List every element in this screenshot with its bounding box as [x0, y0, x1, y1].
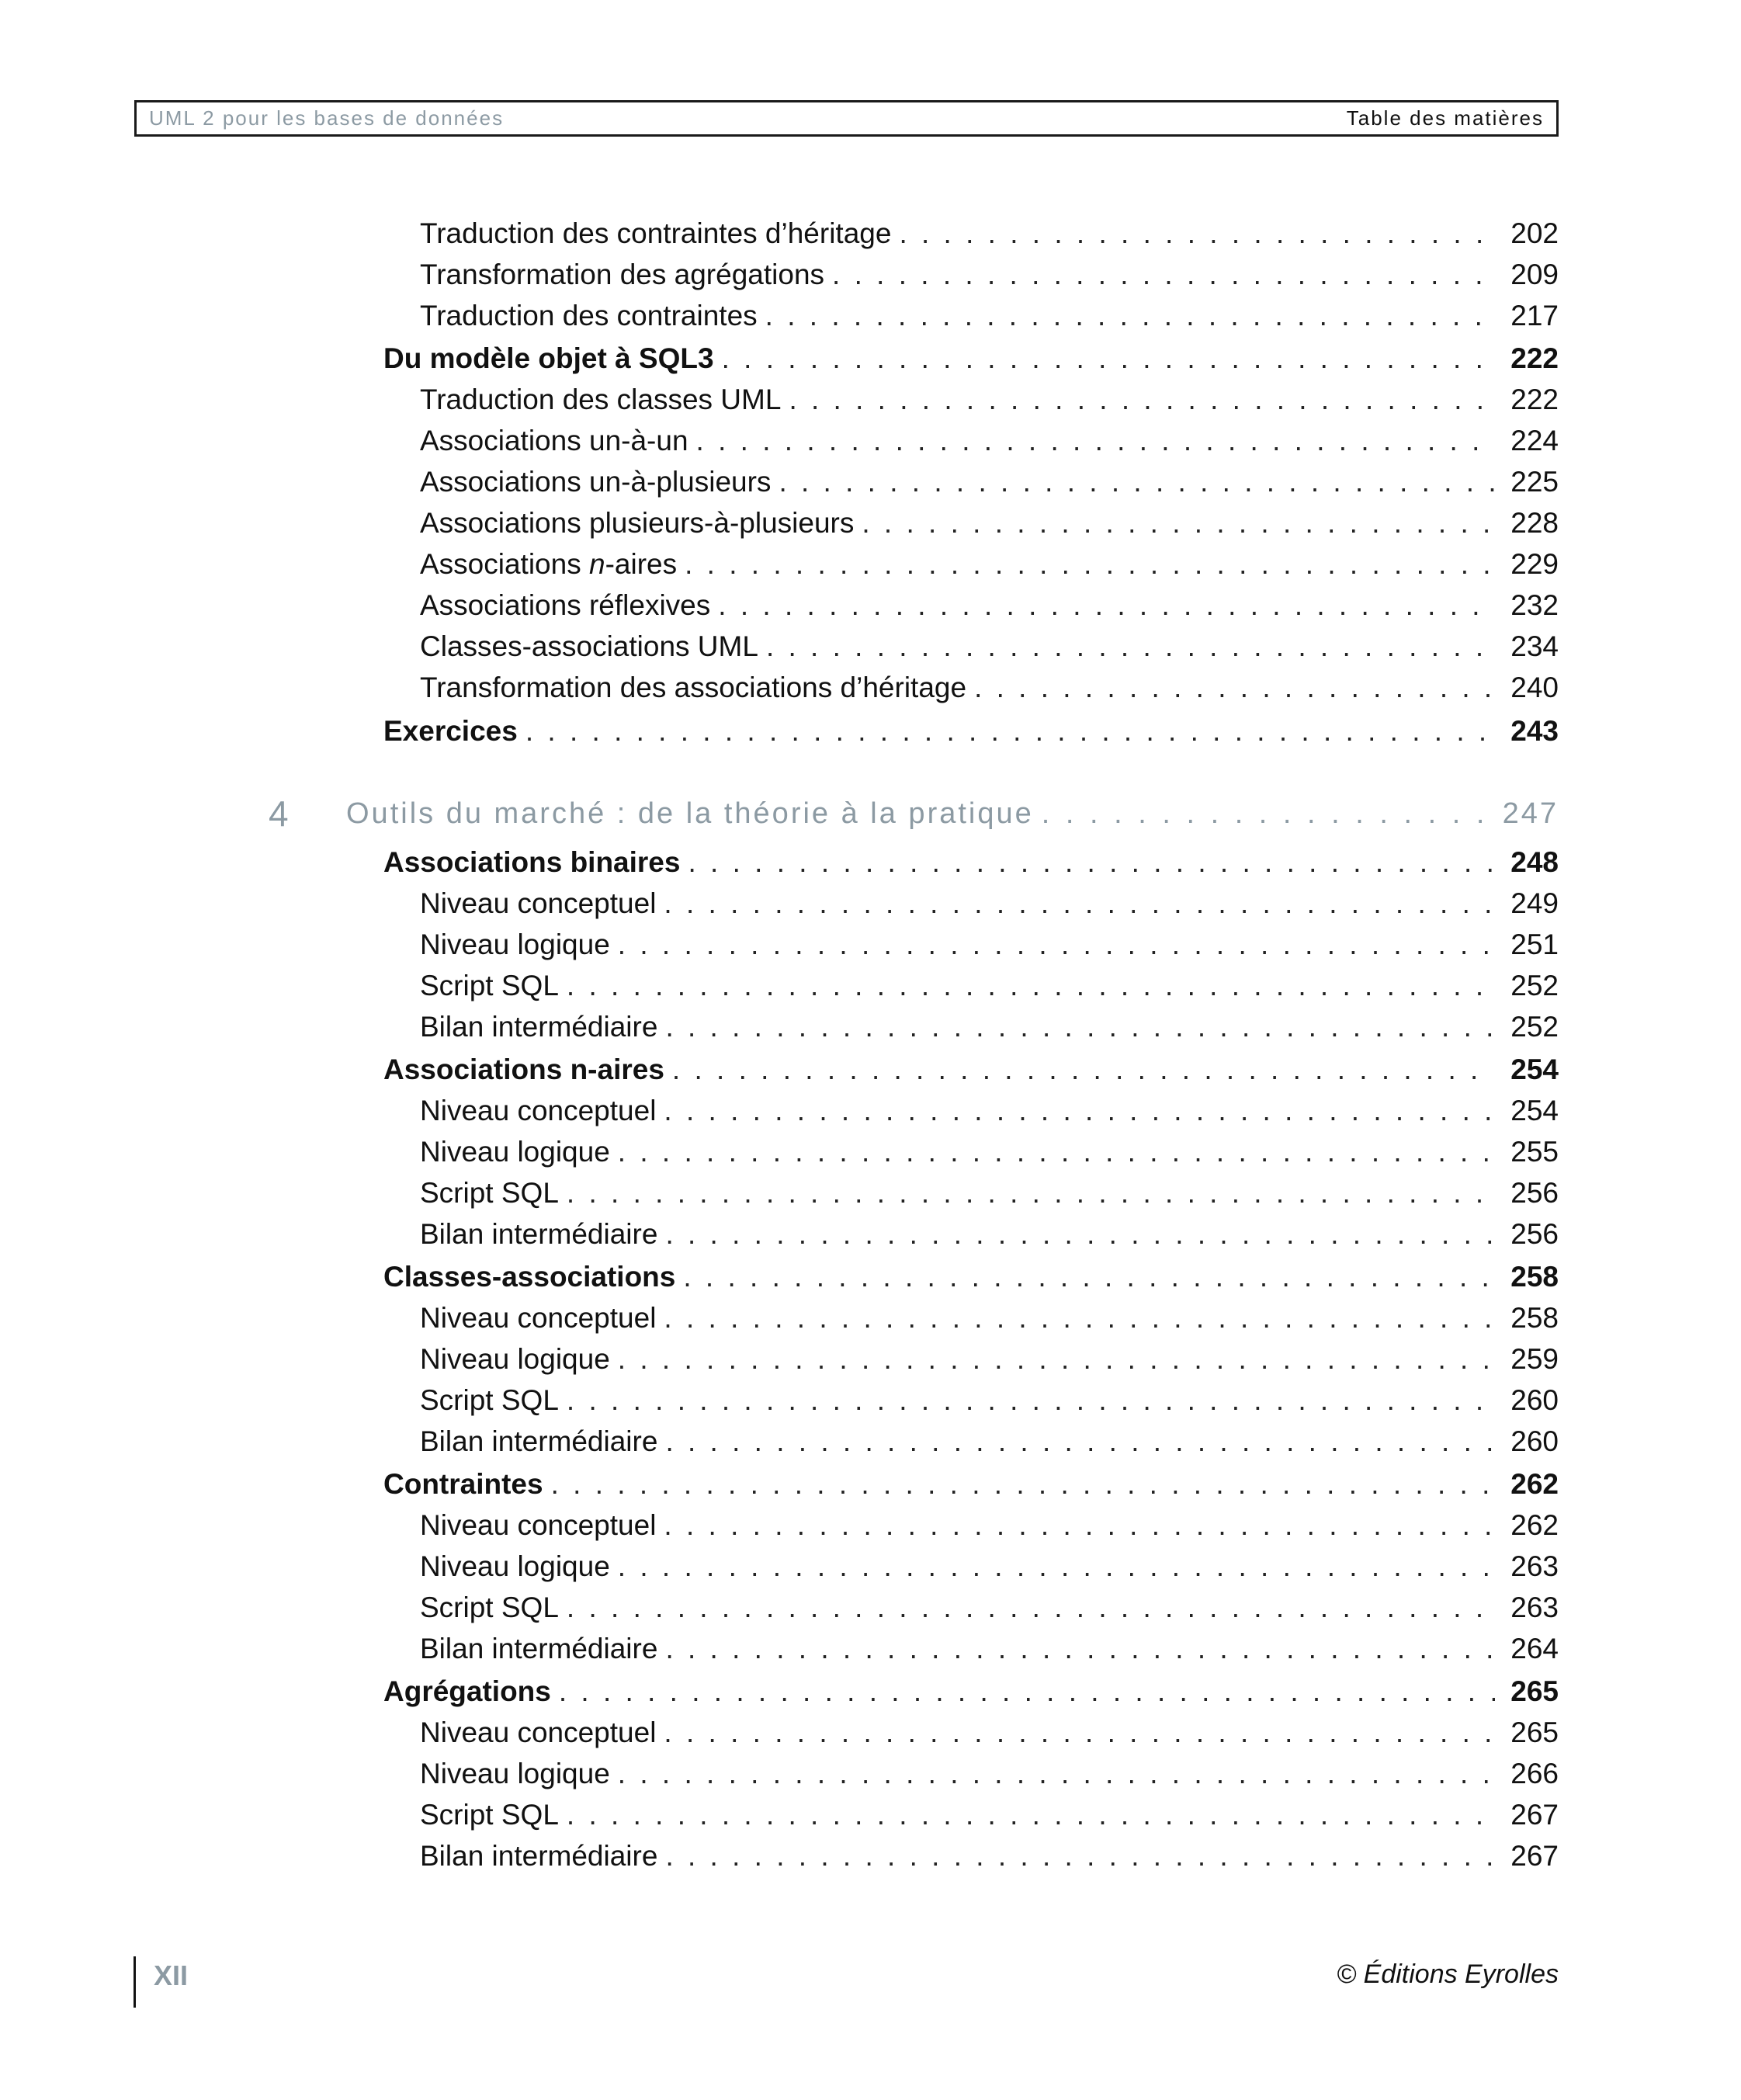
toc-entry: [0, 422, 1741, 460]
toc-entry-label: Niveau conceptuel: [420, 1095, 657, 1126]
toc-entry-label: Traduction des contraintes d’héritage: [420, 217, 892, 249]
chapter-title: Outils du marché : de la théorie à la pratique: [346, 797, 1034, 830]
toc-entry-page: 259: [1510, 1343, 1559, 1375]
toc-entry-page: 263: [1510, 1591, 1559, 1623]
toc-entry: [0, 297, 1741, 335]
toc-section-page: 243: [1510, 715, 1559, 747]
section-title: Table des matières: [1346, 106, 1544, 130]
toc-section-page: 265: [1510, 1675, 1559, 1707]
toc-section-label: Contraintes: [383, 1468, 543, 1500]
toc-entry-page: 232: [1510, 589, 1559, 621]
toc-entry: [0, 1547, 1741, 1586]
toc-section: [0, 1465, 1741, 1504]
toc-entry: [0, 586, 1741, 625]
toc-entry-page: 252: [1510, 1011, 1559, 1043]
copyright-notice: © Éditions Eyrolles: [1337, 1959, 1559, 1989]
toc-entry: [0, 380, 1741, 419]
toc-entry-label: Traduction des contraintes: [420, 300, 758, 331]
toc-entry: [0, 1299, 1741, 1338]
toc-entry-label: Bilan intermédiaire: [420, 1011, 658, 1043]
toc-section: [0, 339, 1741, 378]
toc-entry: [0, 1713, 1741, 1752]
toc-entry-page: 267: [1510, 1840, 1559, 1872]
toc-section: [0, 712, 1741, 751]
toc-entry: [0, 1630, 1741, 1668]
page-folio: XII: [154, 1959, 189, 1991]
toc-entry-page: 228: [1510, 507, 1559, 539]
chapter-heading: [0, 790, 1741, 837]
toc-entry-label: Associations un-à-un: [420, 425, 688, 456]
toc-entry: [0, 463, 1741, 502]
toc-entry-label: Script SQL: [420, 970, 559, 1001]
toc-entry-label: Traduction des classes UML: [420, 384, 782, 415]
toc-entry-page: 267: [1510, 1799, 1559, 1831]
toc-entry: [0, 1506, 1741, 1545]
toc-section: [0, 1050, 1741, 1089]
toc-entry-page: 256: [1510, 1218, 1559, 1250]
toc-entry: [0, 925, 1741, 964]
toc-entry-label: Niveau logique: [420, 1550, 610, 1582]
toc-entry: [0, 1837, 1741, 1876]
toc-section: [0, 1258, 1741, 1296]
toc-entry: [0, 668, 1741, 707]
toc-entry-page: 222: [1510, 384, 1559, 415]
toc-entry: [0, 1755, 1741, 1793]
toc-entry-page: 252: [1510, 970, 1559, 1001]
toc-entry-label: Niveau logique: [420, 1758, 610, 1789]
toc-entry-label: Script SQL: [420, 1384, 559, 1416]
toc-entry: [0, 545, 1741, 584]
toc-section-page: 258: [1510, 1261, 1559, 1293]
chapter-page: 247: [1502, 797, 1559, 830]
toc-entry-label: Bilan intermédiaire: [420, 1840, 658, 1872]
toc-entry-page: 229: [1510, 548, 1559, 580]
toc-section-page: 262: [1510, 1468, 1559, 1500]
toc-entry-page: 251: [1510, 929, 1559, 960]
toc-entry: [0, 1381, 1741, 1420]
toc-section-label: Du modèle objet à SQL3: [383, 342, 714, 374]
toc-entry: [0, 1340, 1741, 1379]
toc-entry-label: Script SQL: [420, 1177, 559, 1209]
toc-entry-label: Niveau conceptuel: [420, 1302, 657, 1334]
toc-entry: [0, 1215, 1741, 1254]
toc-entry-label: Niveau logique: [420, 929, 610, 960]
italic-n: n: [589, 548, 605, 580]
toc-entry-page: 258: [1510, 1302, 1559, 1334]
toc-entry-page: 225: [1510, 466, 1559, 498]
toc-section-page: 248: [1510, 846, 1559, 878]
toc-entry: [0, 504, 1741, 543]
toc-entry-page: 240: [1510, 672, 1559, 703]
toc-section-label: Associations binaires: [383, 846, 681, 878]
toc-entry-page: 249: [1510, 887, 1559, 919]
toc-section-label: Classes-associations: [383, 1261, 676, 1293]
toc-entry: [0, 1008, 1741, 1047]
toc-entry-page: 262: [1510, 1509, 1559, 1541]
toc-section: [0, 1672, 1741, 1711]
toc-entry-label: Script SQL: [420, 1591, 559, 1623]
toc-entry-page: 234: [1510, 630, 1559, 662]
toc-entry-page: 254: [1510, 1095, 1559, 1126]
footer-rule: [134, 1956, 136, 2008]
toc-entry-page: 224: [1510, 425, 1559, 456]
toc-entry-label: Classes-associations UML: [420, 630, 758, 662]
toc-entry-page: 256: [1510, 1177, 1559, 1209]
toc-entry-label: Associations n-aires: [420, 548, 678, 580]
toc-entry-page: 217: [1510, 300, 1559, 331]
toc-entry-label: Transformation des associations d’héritage: [420, 672, 967, 703]
toc-section-page: 222: [1510, 342, 1559, 374]
toc-entry: [0, 1422, 1741, 1461]
toc-entry-page: 255: [1510, 1136, 1559, 1168]
toc-entry-label: Associations réflexives: [420, 589, 711, 621]
toc-entry-label: Bilan intermédiaire: [420, 1425, 658, 1457]
toc-entry-label: Niveau logique: [420, 1343, 610, 1375]
toc-section-page: 254: [1510, 1053, 1559, 1085]
toc-entry: [0, 255, 1741, 294]
toc-entry-label: Niveau logique: [420, 1136, 610, 1168]
toc-entry-page: 263: [1510, 1550, 1559, 1582]
toc-entry-label: Transformation des agrégations: [420, 259, 825, 290]
toc-entry: [0, 1092, 1741, 1130]
toc-entry-label: Niveau conceptuel: [420, 1716, 657, 1748]
chapter-number: 4: [269, 793, 289, 834]
toc-entry-label: Bilan intermédiaire: [420, 1218, 658, 1250]
toc-entry-page: 264: [1510, 1633, 1559, 1664]
toc-entry: [0, 1174, 1741, 1213]
toc-entry-label: Niveau conceptuel: [420, 1509, 657, 1541]
toc-entry-page: 266: [1510, 1758, 1559, 1789]
toc-entry-page: 260: [1510, 1384, 1559, 1416]
toc-entry: [0, 1133, 1741, 1171]
toc-section-label: Agrégations: [383, 1675, 551, 1707]
toc-entry-page: 260: [1510, 1425, 1559, 1457]
toc-entry-label: Bilan intermédiaire: [420, 1633, 658, 1664]
toc-section: [0, 843, 1741, 882]
toc-entry-label: Associations un-à-plusieurs: [420, 466, 772, 498]
toc-entry: [0, 627, 1741, 666]
toc-entry: [0, 214, 1741, 253]
book-title: UML 2 pour les bases de données: [149, 106, 505, 130]
toc-section-label: Associations n-aires: [383, 1053, 664, 1085]
toc-entry-label: Niveau conceptuel: [420, 887, 657, 919]
toc-entry-page: 265: [1510, 1716, 1559, 1748]
toc-entry-label: Script SQL: [420, 1799, 559, 1831]
toc-entry: [0, 967, 1741, 1005]
toc-entry: [0, 1588, 1741, 1627]
toc-entry-page: 202: [1510, 217, 1559, 249]
toc-entry: [0, 884, 1741, 923]
toc-entry: [0, 1796, 1741, 1834]
toc-section-label: Exercices: [383, 715, 518, 747]
toc-entry-page: 209: [1510, 259, 1559, 290]
toc-entry-label: Associations plusieurs-à-plusieurs: [420, 507, 855, 539]
